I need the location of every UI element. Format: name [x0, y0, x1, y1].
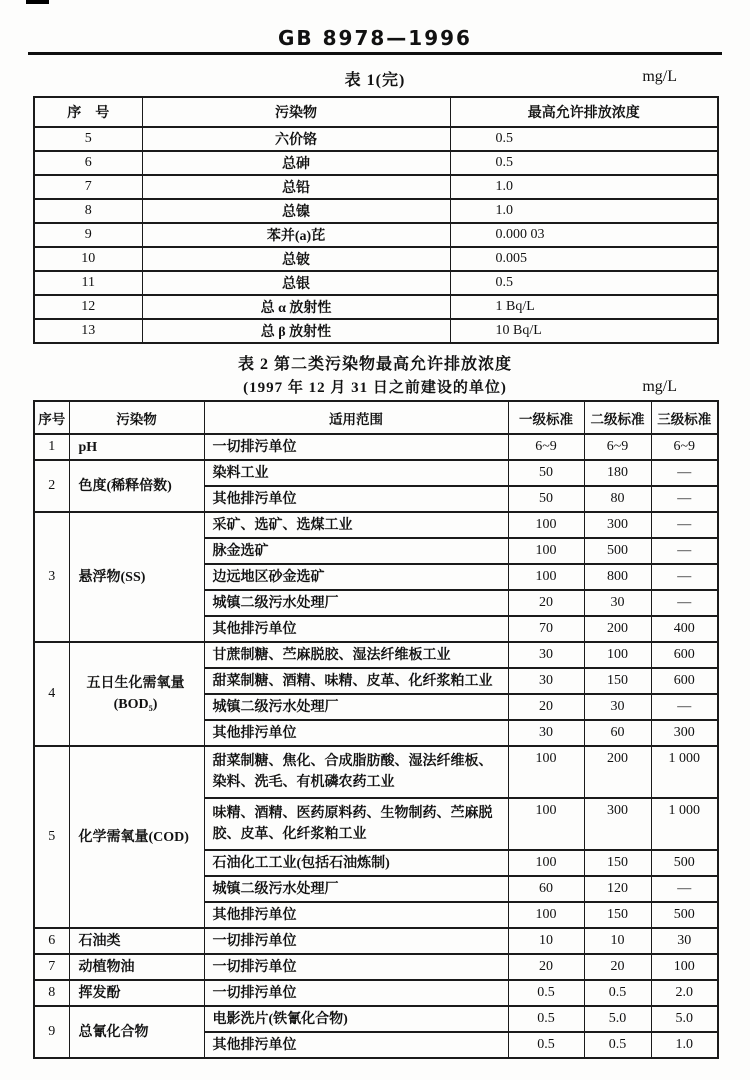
cell-level3: — [651, 460, 718, 486]
cell-value: 0.000 03 [450, 223, 718, 247]
table-row [34, 295, 718, 319]
table2 [33, 400, 719, 1059]
cell-level3: 600 [651, 668, 718, 694]
column-header-pollutant: 污染物 [142, 97, 450, 127]
cell-pollutant: 总镍 [142, 199, 450, 223]
group-bod5 [34, 642, 718, 746]
cell-level2: 150 [584, 902, 651, 928]
cell-level1: 50 [508, 486, 584, 512]
cell-level2: 200 [584, 746, 651, 798]
cell-level2: 200 [584, 616, 651, 642]
scan-artifact [26, 0, 49, 4]
cell-no: 9 [34, 223, 142, 247]
cell-no: 7 [34, 175, 142, 199]
cell-value: 0.5 [450, 127, 718, 151]
table1 [33, 96, 719, 344]
cell-level3: — [651, 486, 718, 512]
cell-level1: 10 [508, 928, 584, 954]
cell-scope: 城镇二级污水处理厂 [204, 694, 508, 720]
column-header-scope: 适用范围 [204, 401, 508, 434]
table-row [34, 151, 718, 175]
table2-unit: mg/L [642, 378, 677, 395]
table-row [34, 199, 718, 223]
cell-level3: 1 000 [651, 798, 718, 850]
table-row [34, 512, 718, 538]
cell-pollutant: 动植物油 [69, 954, 204, 980]
cell-level1: 20 [508, 954, 584, 980]
cell-level1: 50 [508, 460, 584, 486]
cell-level1: 100 [508, 902, 584, 928]
cell-scope: 城镇二级污水处理厂 [204, 876, 508, 902]
cell-level1: 100 [508, 798, 584, 850]
cell-scope: 采矿、选矿、选煤工业 [204, 512, 508, 538]
cell-level2: 10 [584, 928, 651, 954]
cell-pollutant: 色度(稀释倍数) [69, 460, 204, 512]
cell-level3: 500 [651, 850, 718, 876]
table-row [34, 127, 718, 151]
cell-level2: 800 [584, 564, 651, 590]
table2-caption-row [33, 351, 717, 374]
cell-no: 8 [34, 199, 142, 223]
cell-level2: 30 [584, 590, 651, 616]
cell-level2: 60 [584, 720, 651, 746]
cell-no: 6 [34, 151, 142, 175]
table1-caption: 表 1(完) [344, 72, 406, 89]
column-header-no: 序 号 [34, 97, 142, 127]
cell-level1: 30 [508, 642, 584, 668]
cell-scope: 石油化工工业(包括石油炼制) [204, 850, 508, 876]
cell-scope: 一切排污单位 [204, 434, 508, 460]
cell-pollutant: 总砷 [142, 151, 450, 175]
group-cod [34, 746, 718, 928]
cell-level3: 600 [651, 642, 718, 668]
cell-pollutant: 总 β 放射性 [142, 319, 450, 343]
group-petroleum [34, 928, 718, 954]
cell-pollutant: 六价铬 [142, 127, 450, 151]
cell-scope: 城镇二级污水处理厂 [204, 590, 508, 616]
cell-level2: 180 [584, 460, 651, 486]
cell-level1: 100 [508, 850, 584, 876]
column-header-max-concentration: 最高允许排放浓度 [450, 97, 718, 127]
cell-level2: 6~9 [584, 434, 651, 460]
cell-no: 5 [34, 127, 142, 151]
cell-level1: 20 [508, 590, 584, 616]
header-rule [28, 52, 722, 55]
cell-level2: 300 [584, 512, 651, 538]
cell-level1: 20 [508, 694, 584, 720]
cell-level3: 5.0 [651, 1006, 718, 1032]
table-row [34, 928, 718, 954]
cell-scope: 其他排污单位 [204, 720, 508, 746]
cell-no: 11 [34, 271, 142, 295]
cell-level2: 5.0 [584, 1006, 651, 1032]
cell-no: 1 [34, 434, 69, 460]
cell-level2: 500 [584, 538, 651, 564]
table-row [34, 642, 718, 668]
table2-header-row [34, 401, 718, 434]
cell-value: 0.005 [450, 247, 718, 271]
cell-pollutant: 总银 [142, 271, 450, 295]
cell-scope: 电影洗片(铁氰化合物) [204, 1006, 508, 1032]
cell-level3: — [651, 876, 718, 902]
cell-pollutant: 挥发酚 [69, 980, 204, 1006]
cell-level3: — [651, 512, 718, 538]
cell-value: 10 Bq/L [450, 319, 718, 343]
standard-number: GB 8978—1996 [278, 26, 472, 50]
cell-value: 0.5 [450, 151, 718, 175]
cell-level1: 100 [508, 512, 584, 538]
cell-value: 0.5 [450, 271, 718, 295]
cell-scope: 其他排污单位 [204, 902, 508, 928]
cell-level2: 20 [584, 954, 651, 980]
cell-level1: 30 [508, 668, 584, 694]
cell-no: 5 [34, 746, 69, 928]
cell-level3: 6~9 [651, 434, 718, 460]
table2-caption: 表 2 第二类污染物最高允许排放浓度 [237, 356, 512, 373]
table1-unit: mg/L [642, 68, 677, 85]
cell-pollutant: 总铍 [142, 247, 450, 271]
cell-value: 1.0 [450, 199, 718, 223]
table-row [34, 460, 718, 486]
cell-level3: 30 [651, 928, 718, 954]
cell-value: 1.0 [450, 175, 718, 199]
cell-level1: 60 [508, 876, 584, 902]
table-row [34, 746, 718, 798]
cell-level3: — [651, 590, 718, 616]
cell-no: 13 [34, 319, 142, 343]
table2-subcaption-row [33, 376, 717, 397]
table-row [34, 175, 718, 199]
cell-pollutant: 总氰化合物 [69, 1006, 204, 1058]
cell-level2: 150 [584, 850, 651, 876]
cell-level3: — [651, 538, 718, 564]
cell-level2: 150 [584, 668, 651, 694]
cell-level1: 70 [508, 616, 584, 642]
cell-scope: 一切排污单位 [204, 928, 508, 954]
pollutant-abbrev: (BOD₅) [113, 697, 158, 712]
cell-no: 4 [34, 642, 69, 746]
cell-pollutant: 苯并(a)芘 [142, 223, 450, 247]
table-row [34, 247, 718, 271]
pollutant-name: 五日生化需氧量 [86, 676, 185, 691]
cell-level3: 1 000 [651, 746, 718, 798]
table-row [34, 954, 718, 980]
group-ph [34, 434, 718, 460]
cell-level2: 0.5 [584, 1032, 651, 1058]
cell-no: 3 [34, 512, 69, 642]
cell-scope: 脉金选矿 [204, 538, 508, 564]
cell-level3: 300 [651, 720, 718, 746]
table1-caption-row [33, 67, 717, 90]
cell-level1: 30 [508, 720, 584, 746]
cell-no: 6 [34, 928, 69, 954]
cell-level2: 300 [584, 798, 651, 850]
cell-level2: 100 [584, 642, 651, 668]
cell-no: 7 [34, 954, 69, 980]
cell-scope: 边远地区砂金选矿 [204, 564, 508, 590]
cell-level1: 0.5 [508, 1032, 584, 1058]
cell-no: 8 [34, 980, 69, 1006]
cell-scope: 味精、酒精、医药原料药、生物制药、苎麻脱胶、皮革、化纤浆粕工业 [204, 798, 508, 850]
cell-level3: 400 [651, 616, 718, 642]
group-volatile-phenol [34, 980, 718, 1006]
cell-level2: 120 [584, 876, 651, 902]
cell-level3: — [651, 694, 718, 720]
column-header-level3: 三级标准 [651, 401, 718, 434]
table-row [34, 434, 718, 460]
cell-pollutant: 总铅 [142, 175, 450, 199]
cell-level2: 0.5 [584, 980, 651, 1006]
cell-scope: 其他排污单位 [204, 1032, 508, 1058]
column-header-no: 序号 [34, 401, 69, 434]
cell-level3: 100 [651, 954, 718, 980]
cell-pollutant: 化学需氧量(COD) [69, 746, 204, 928]
cell-scope: 甜菜制糖、酒精、味精、皮革、化纤浆粕工业 [204, 668, 508, 694]
cell-level1: 0.5 [508, 1006, 584, 1032]
table2-subcaption: (1997 年 12 月 31 日之前建设的单位) [243, 380, 507, 396]
cell-level3: 1.0 [651, 1032, 718, 1058]
group-ss [34, 512, 718, 642]
cell-scope: 其他排污单位 [204, 486, 508, 512]
cell-no: 9 [34, 1006, 69, 1058]
cell-pollutant [69, 642, 204, 746]
cell-level1: 0.5 [508, 980, 584, 1006]
cell-level3: — [651, 564, 718, 590]
cell-level2: 30 [584, 694, 651, 720]
column-header-pollutant: 污染物 [69, 401, 204, 434]
cell-scope: 染料工业 [204, 460, 508, 486]
cell-value: 1 Bq/L [450, 295, 718, 319]
cell-level1: 100 [508, 746, 584, 798]
cell-pollutant: 悬浮物(SS) [69, 512, 204, 642]
cell-level3: 500 [651, 902, 718, 928]
cell-no: 2 [34, 460, 69, 512]
group-animal-vegetable-oil [34, 954, 718, 980]
table-row [34, 223, 718, 247]
table-row [34, 271, 718, 295]
table-row [34, 980, 718, 1006]
cell-no: 10 [34, 247, 142, 271]
column-header-level1: 一级标准 [508, 401, 584, 434]
cell-pollutant: pH [69, 434, 204, 460]
cell-level1: 100 [508, 538, 584, 564]
group-chroma [34, 460, 718, 512]
table1-header-row [34, 97, 718, 127]
cell-no: 12 [34, 295, 142, 319]
cell-scope: 一切排污单位 [204, 954, 508, 980]
table-row [34, 319, 718, 343]
cell-level1: 100 [508, 564, 584, 590]
cell-pollutant: 总 α 放射性 [142, 295, 450, 319]
cell-level1: 6~9 [508, 434, 584, 460]
group-total-cyanide [34, 1006, 718, 1058]
cell-scope: 一切排污单位 [204, 980, 508, 1006]
cell-scope: 其他排污单位 [204, 616, 508, 642]
cell-pollutant: 石油类 [69, 928, 204, 954]
table-row [34, 1006, 718, 1032]
column-header-level2: 二级标准 [584, 401, 651, 434]
cell-level3: 2.0 [651, 980, 718, 1006]
cell-level2: 80 [584, 486, 651, 512]
cell-scope: 甜菜制糖、焦化、合成脂肪酸、湿法纤维板、染料、洗毛、有机磷农药工业 [204, 746, 508, 798]
cell-scope: 甘蔗制糖、苎麻脱胶、湿法纤维板工业 [204, 642, 508, 668]
